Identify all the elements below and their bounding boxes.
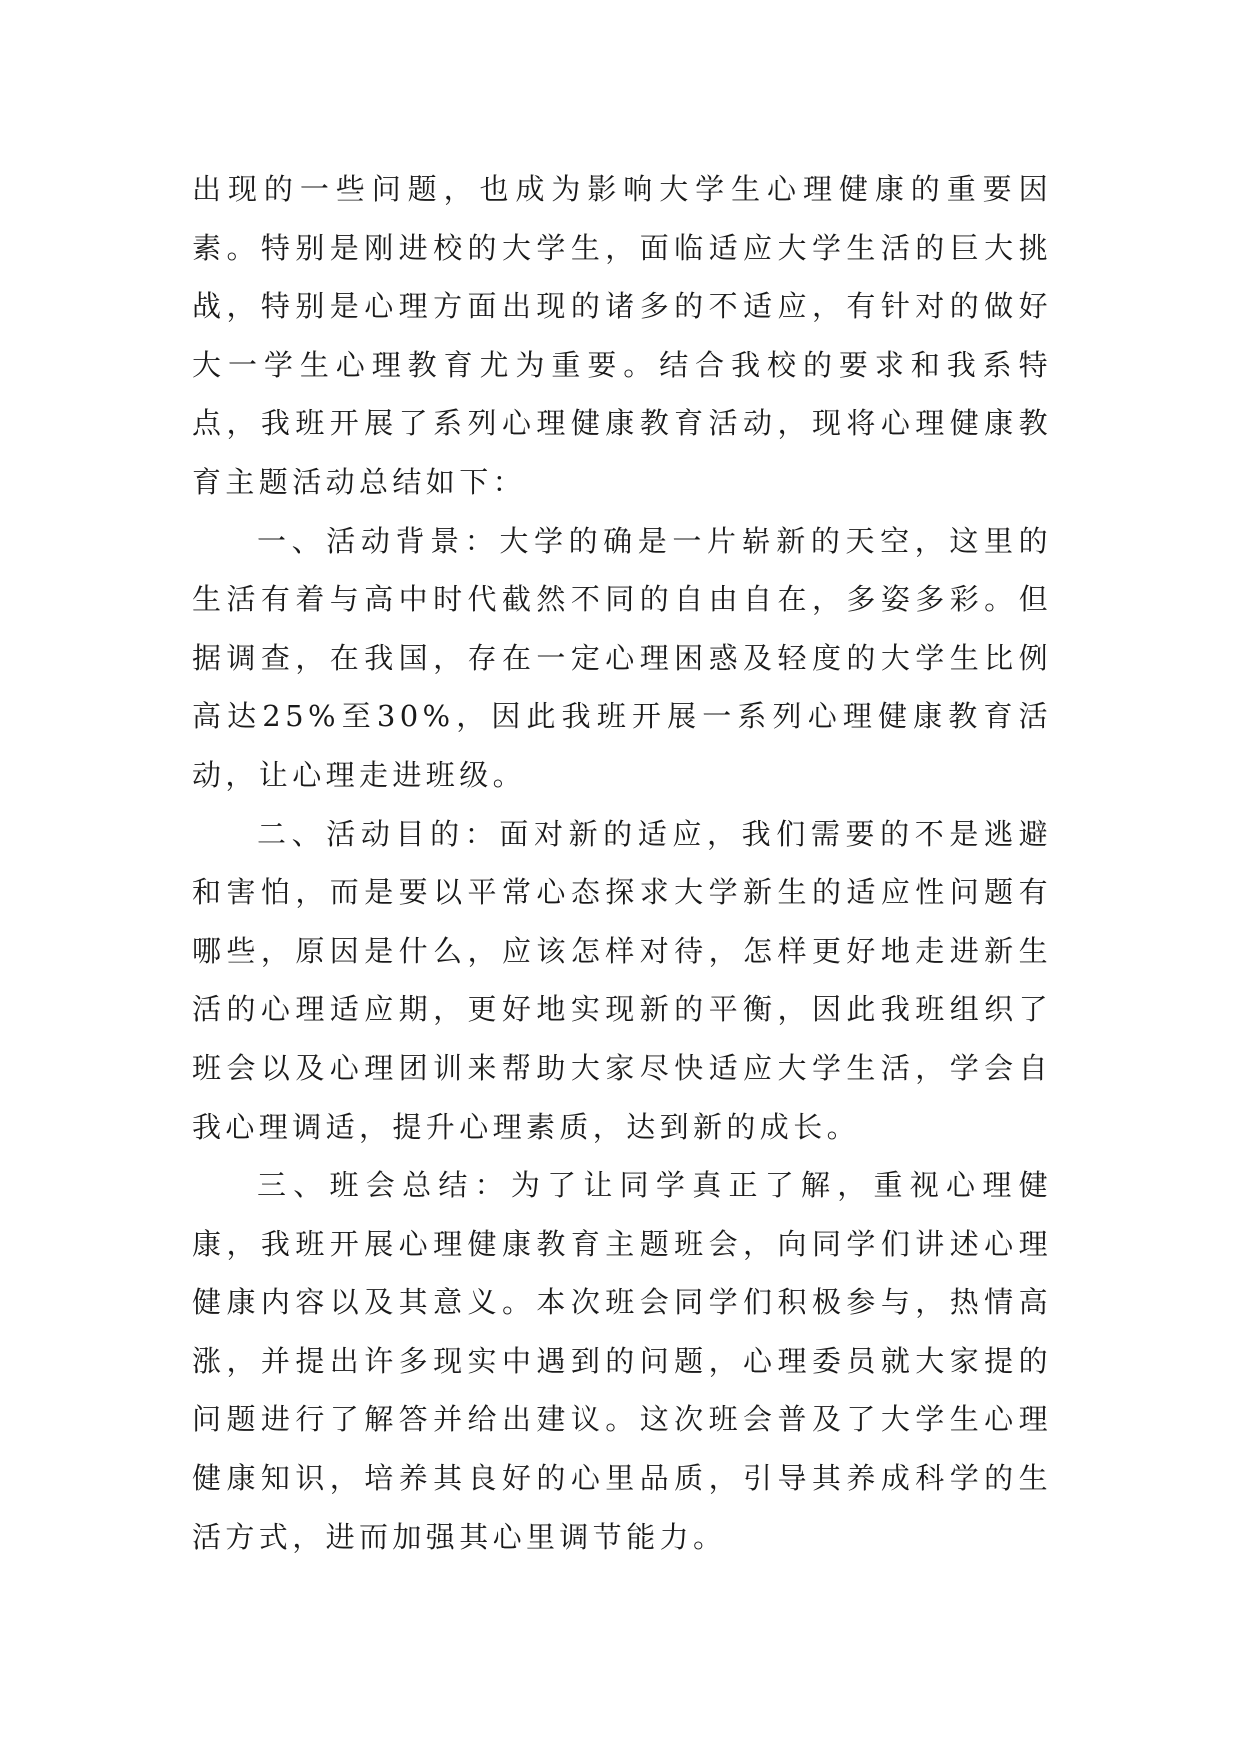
paragraph-purpose: 二、活动目的：面对新的适应，我们需要的不是逃避和害怕，而是要以平常心态探求大学新生的适应性问题有哪些，原因是什么，应该怎样对待，怎样更好地走进新生活的心理适应期，更好地实现新的平衡，因此我班组织了班会以及心理团训来帮助大家尽快适应大学生活，学会自我心理调适，提升心理素质，达到新的成长。 (192, 816, 1052, 1144)
paragraph-background: 一、活动背景：大学的确是一片崭新的天空，这里的生活有着与高中时代截然不同的自由自在，多姿多彩。但据调查，在我国，存在一定心理困惑及轻度的大学生比例高达25%至30%，因此我班开展一系列心理健康教育活动，让心理走进班级。 (192, 523, 1052, 792)
paragraph-class-meeting-summary: 三、班会总结：为了让同学真正了解，重视心理健康，我班开展心理健康教育主题班会，向同学们讲述心理健康内容以及其意义。本次班会同学们积极参与，热情高涨，并提出许多现实中遇到的问题，心理委员就大家提的问题进行了解答并给出建议。这次班会普及了大学生心理健康知识，培养其良好的心里品质，引导其养成科学的生活方式，进而加强其心里调节能力。 (192, 1168, 1052, 1554)
document-body (192, 160, 1052, 1566)
paragraph-intro: 出现的一些问题，也成为影响大学生心理健康的重要因素。特别是刚进校的大学生，面临适应大学生活的巨大挑战，特别是心理方面出现的诸多的不适应，有针对的做好大一学生心理教育尤为重要。结合我校的要求和我系特点，我班开展了系列心理健康教育活动，现将心理健康教育主题活动总结如下： (192, 172, 1052, 499)
